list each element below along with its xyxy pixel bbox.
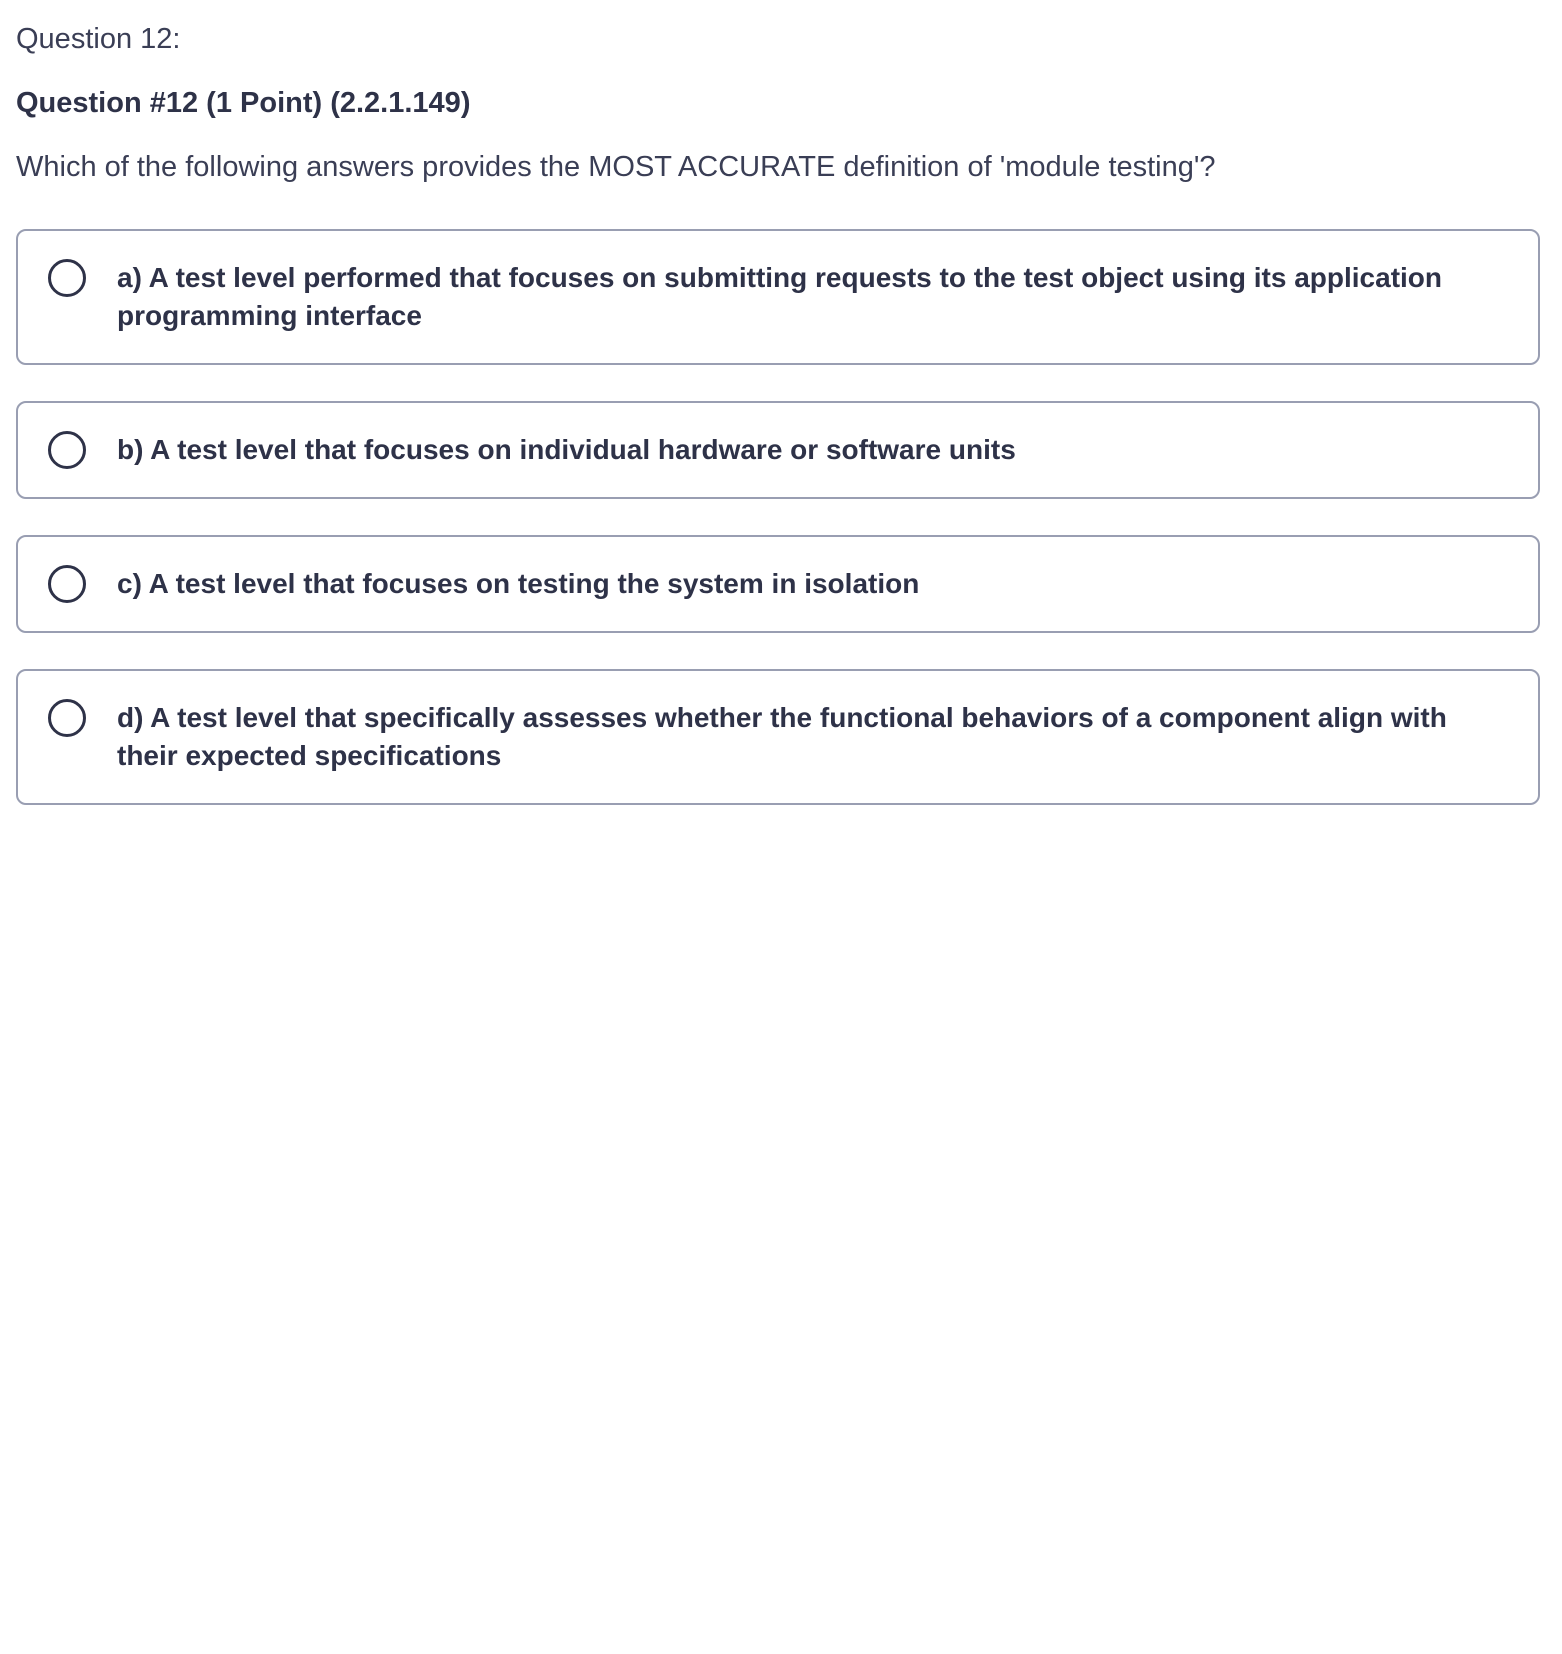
answer-option-label: d) A test level that specifically assesses whether the functional behaviors of a component align with their expected specifications — [117, 702, 1447, 771]
quiz-question-page — [0, 0, 1562, 805]
question-number-label: Question 12: — [16, 23, 181, 55]
question-prompt: Which of the following answers provides the MOST ACCURATE definition of 'module testing'? — [16, 151, 1216, 183]
answer-option-d[interactable] — [16, 669, 1540, 805]
radio-button-icon[interactable] — [48, 565, 86, 603]
answer-option-label: b) A test level that focuses on individual hardware or software units — [117, 434, 1016, 465]
radio-button-icon[interactable] — [48, 699, 86, 737]
question-title: Question #12 (1 Point) (2.2.1.149) — [16, 87, 471, 119]
radio-button-icon[interactable] — [48, 431, 86, 469]
answer-option-b[interactable] — [16, 401, 1540, 499]
answer-option-label: c) A test level that focuses on testing the system in isolation — [117, 568, 920, 599]
answer-option-a[interactable] — [16, 229, 1540, 365]
radio-button-icon[interactable] — [48, 259, 86, 297]
answer-options-list — [16, 229, 1540, 805]
answer-option-c[interactable] — [16, 535, 1540, 633]
answer-option-label: a) A test level performed that focuses on submitting requests to the test object using its application programming interface — [117, 262, 1443, 331]
